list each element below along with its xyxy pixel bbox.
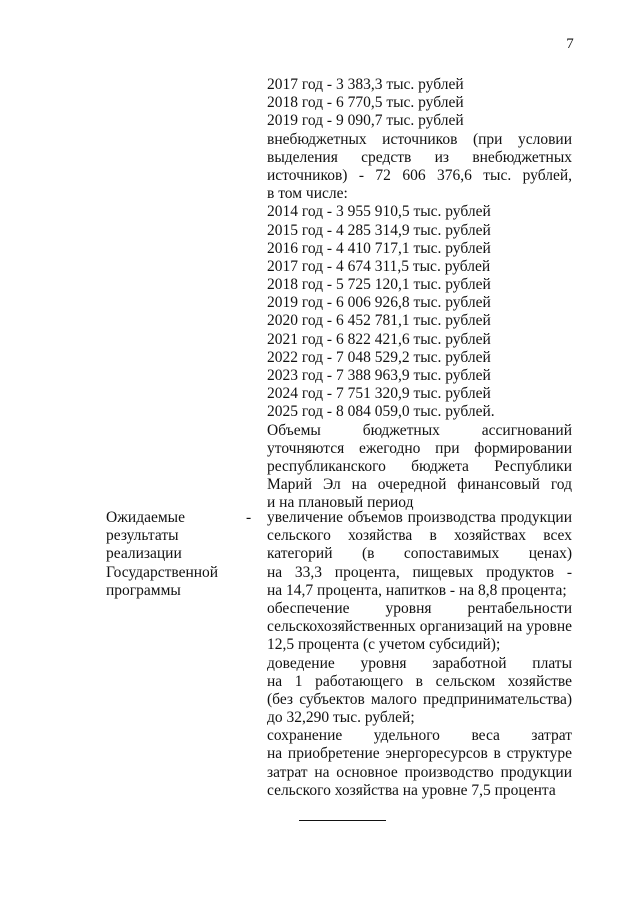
result-line: до 32,290 тыс. рублей; (267, 709, 415, 727)
funding-line: 2022 год - 7 048 529,2 тыс. рублей (267, 348, 491, 366)
funding-line: 2019 год - 6 006 926,8 тыс. рублей (267, 294, 491, 312)
funding-line: 2017 год - 4 674 311,5 тыс. рублей (267, 257, 491, 275)
result-line: на приобретение энергоресурсов в структуре (267, 745, 572, 763)
funding-line: 2014 год - 3 955 910,5 тыс. рублей (267, 203, 491, 221)
footer-rule (299, 820, 386, 821)
result-line: сельского хозяйства в хозяйствах всех (267, 527, 572, 545)
result-line: сельского хозяйства на уровне 7,5 процента (267, 781, 556, 799)
result-line: обеспечение уровня рентабельности (267, 599, 572, 617)
funding-line: 2016 год - 4 410 717,1 тыс. рублей (267, 239, 491, 257)
paragraph-line: Объемы бюджетных ассигнований (267, 421, 572, 439)
including-label: в том числе: (267, 185, 348, 203)
label-line: Государственной (106, 563, 219, 581)
expected-results-label (106, 509, 246, 600)
label-line: программы (106, 581, 181, 599)
paragraph-line: Марий Эл на очередной финансовый год (267, 476, 572, 494)
label-line: реализации (106, 545, 182, 563)
label-line: Ожидаемые (106, 509, 185, 526)
result-line: на 1 работающего в сельском хозяйстве (267, 672, 572, 690)
funding-line: 2024 год - 7 751 320,9 тыс. рублей (267, 385, 491, 403)
result-line: категорий (в сопоставимых ценах) (267, 545, 572, 563)
paragraph-line: уточняются ежегодно при формировании (267, 439, 572, 457)
paragraph-line: и на плановый период (267, 494, 414, 512)
result-line: доведение уровня заработной платы (267, 654, 572, 672)
funding-line: 2021 год - 6 822 421,6 тыс. рублей (267, 330, 491, 348)
result-line: увеличение объемов производства продукции (267, 509, 572, 526)
result-line: на 14,7 процента, напитков - на 8,8 процента; (267, 581, 567, 599)
funding-line: 2019 год - 9 090,7 тыс. рублей (267, 112, 464, 130)
extrabudget-paragraph (267, 131, 572, 186)
funding-line: 2018 год - 5 725 120,1 тыс. рублей (267, 276, 491, 294)
funding-line: 2020 год - 6 452 781,1 тыс. рублей (267, 312, 491, 330)
separator-dash: - (246, 509, 252, 526)
funding-lines-top (267, 76, 572, 131)
funding-block (267, 76, 572, 513)
label-line: результаты (106, 527, 179, 545)
funding-line: 2025 год - 8 084 059,0 тыс. рублей. (267, 403, 495, 421)
funding-line: 2017 год - 3 383,3 тыс. рублей (267, 76, 464, 93)
result-line: сельскохозяйственных организаций на уровне (267, 618, 572, 636)
result-line: 12,5 процента (с учетом субсидий); (267, 636, 501, 654)
result-line: на 33,3 процента, пищевых продуктов - (267, 563, 572, 581)
paragraph-line: внебюджетных источников (при условии (267, 130, 572, 148)
funding-lines-extrabudget (267, 203, 572, 421)
expected-results-text (267, 509, 572, 800)
result-line: (без субъектов малого предпринимательства) (267, 690, 572, 708)
result-line: сохранение удельного веса затрат (267, 727, 572, 745)
paragraph-line: источников) - 72 606 376,6 тыс. рублей, (267, 166, 572, 184)
paragraph-line: выделения средств из внебюджетных (267, 148, 572, 166)
clarification-paragraph (267, 422, 572, 513)
result-line: затрат на основное производство продукции (267, 763, 572, 781)
paragraph-line: республиканского бюджета Республики (267, 457, 572, 475)
funding-line: 2018 год - 6 770,5 тыс. рублей (267, 94, 464, 112)
page-number: 7 (566, 36, 574, 52)
funding-line: 2015 год - 4 285 314,9 тыс. рублей (267, 221, 491, 239)
funding-line: 2023 год - 7 388 963,9 тыс. рублей (267, 367, 491, 384)
